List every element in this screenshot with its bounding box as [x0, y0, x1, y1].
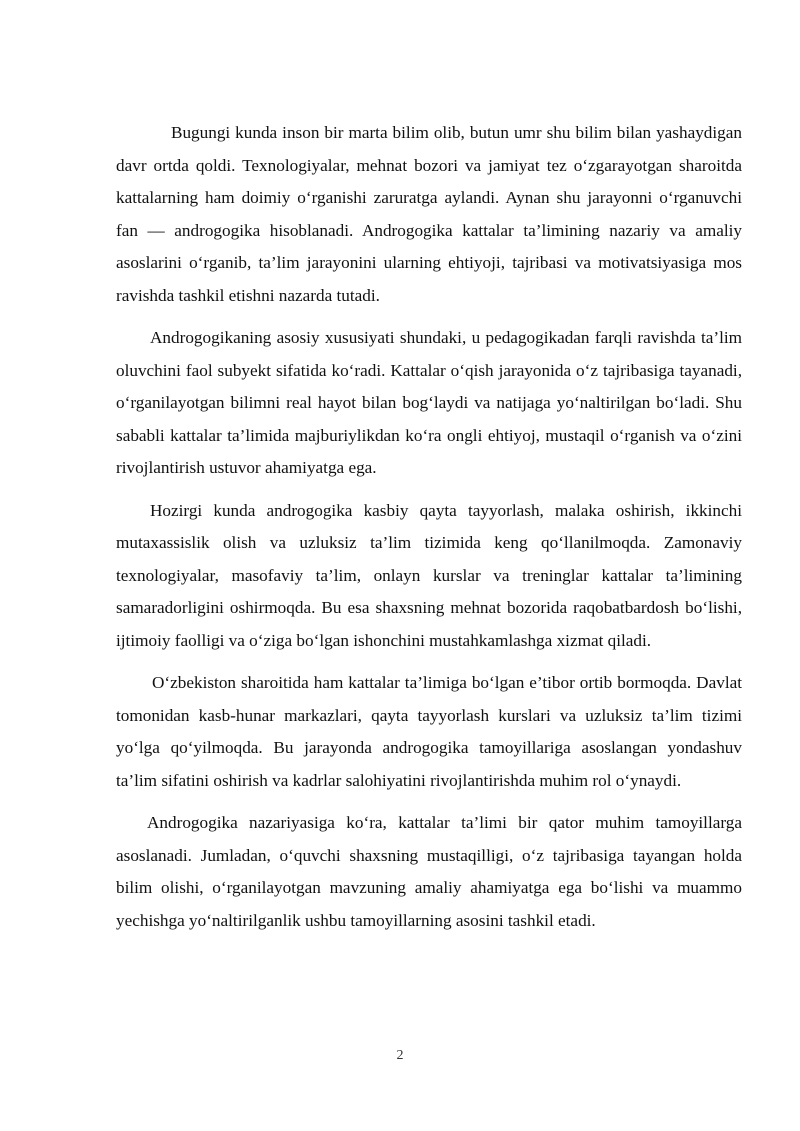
paragraph-2: Androgogikaning asosiy xususiyati shundaki, u pedagogikadan farqli ravishda ta’lim oluvchini faol subyekt sifatida ko‘radi. Kattalar o‘qish jarayonida o‘z tajribasiga tayanadi, o‘rganilayotgan bilimni real hayot bilan bog‘laydi va natijaga yo‘naltirilgan bo‘ladi. Shu sababli kattalar ta’limida majburiylikdan ko‘ra ongli ehtiyoj, mustaqil o‘rganish va o‘zini rivojlantirish ustuvor ahamiyatga ega.	[116, 328, 742, 477]
paragraph-4: O‘zbekiston sharoitida ham kattalar ta’limiga bo‘lgan e’tibor ortib bormoqda. Davlat tomonidan kasb-hunar markazlari, qayta tayyorlash kurslari va uzluksiz ta’lim tizimi yo‘lga qo‘yilmoqda. Bu jarayonda androgogika tamoyillariga asoslangan yondashuv ta’lim sifatini oshirish va kadrlar salohiyatini rivojlantirishda muhim rol o‘ynaydi.	[116, 673, 742, 790]
paragraph-5: Androgogika nazariyasiga ko‘ra, kattalar ta’limi bir qator muhim tamoyillarga asoslanadi. Jumladan, o‘quvchi shaxsning mustaqilligi, o‘z tajribasiga tayangan holda bilim olishi, o‘rganilayotgan mavzuning amaliy ahamiyatga ega bo‘lishi va muammo yechishga yo‘naltirilganlik ushbu tamoyillarning asosini tashkil etadi.	[116, 813, 742, 930]
paragraph-3: Hozirgi kunda androgogika kasbiy qayta tayyorlash, malaka oshirish, ikkinchi mutaxassislik olish va uzluksiz ta’lim tizimida keng qo‘llanilmoqda. Zamonaviy texnologiyalar, masofaviy ta’lim, onlayn kurslar va treninglar kattalar ta’limining samaradorligini oshirmoqda. Bu esa shaxsning mehnat bozorida raqobatbardosh bo‘lishi, ijtimoiy faolligi va o‘ziga bo‘lgan ishonchini mustahkamlashga xizmat qiladi.	[116, 500, 742, 650]
page-number: 2	[396, 1048, 404, 1063]
body-text	[116, 117, 742, 937]
paragraph-1: Bugungi kunda inson bir marta bilim olib, butun umr shu bilim bilan yashaydigan davr ortda qoldi. Texnologiyalar, mehnat bozori va jamiyat tez o‘zgarayotgan sharoitda kattalarning ham doimiy o‘rganishi zaruratga aylandi. Aynan shu jarayonni o‘rganuvchi fan — androgogika hisoblanadi. Androgogika kattalar ta’limining nazariy va amaliy asoslarini o‘rganib, ta’lim jarayonini ularning ehtiyoji, tajribasi va motivatsiyasiga mos ravishda tashkil etishni nazarda tutadi.	[116, 123, 742, 305]
